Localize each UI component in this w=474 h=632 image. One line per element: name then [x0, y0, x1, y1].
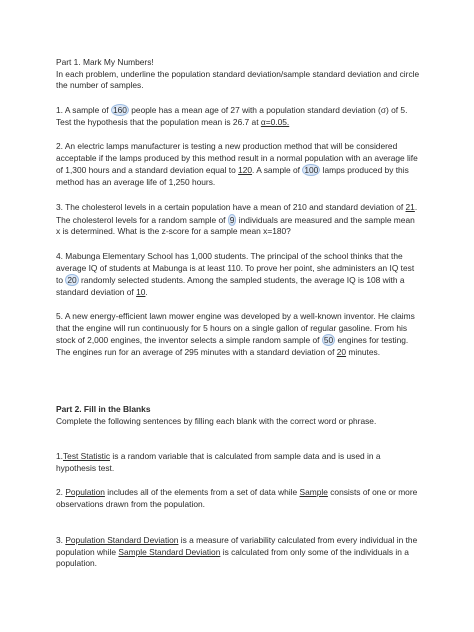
problem-5-text-c: minutes. [346, 346, 381, 357]
sample-size-circle: 50 [323, 335, 334, 346]
alpha-level: α=0.05. [260, 116, 290, 127]
question-3-text-c: is calculated from only some of the individuals in a population. [56, 546, 409, 569]
problem-3-text-b: . The cholesterol levels for a random sample of [56, 202, 418, 225]
question-1-text-b: is a random variable that is calculated from sample data and is used in a hypothesis test. [56, 451, 381, 473]
part1-instructions: In each problem, underline the population standard deviation/sample standard deviation and circle the number of samples. [56, 68, 420, 91]
problem-3-text-a: 3. The cholesterol levels in a certain population have a mean of 210 and standard deviation of [56, 202, 406, 212]
question-3 [56, 535, 420, 570]
question-1-text-a: 1. [56, 451, 63, 461]
std-dev-underline: 10 [136, 286, 146, 297]
part1-header [56, 57, 420, 92]
part2-title: Part 2. Fill in the Blanks [56, 404, 151, 414]
sample-size-circle: 9 [229, 214, 235, 225]
problem-2 [56, 141, 420, 188]
problem-1-text-a: 1. A sample of [56, 105, 111, 115]
problem-5-text-b: engines for testing. The engines run for an average of 295 minutes with a standard deviation of [56, 335, 409, 357]
sample-size-circle: 20 [67, 275, 77, 286]
question-1 [56, 451, 420, 474]
part2-header [56, 404, 420, 427]
problem-3-text-c: individuals are measured and the sample mean x is determined. What is the z-score for a sample mean x=180? [56, 214, 415, 237]
problem-1-text-b: people has a mean age of 27 with a population standard deviation (σ) of 5. Test the hypothesis that the population mean is 26.7 at [56, 105, 408, 127]
question-2-text-c: consists of one or more observations drawn from the population. [56, 487, 418, 509]
problem-2-text-a: 2. An electric lamps manufacturer is testing a new production method that will be considered acceptable if the lamps produced by this method result in a normal population with an average life of 1,300 hours and a standard deviation equal to [56, 141, 418, 176]
problem-5-text-a: 5. A new energy-efficient lawn mower engine was developed by a well-known inventor. He claims that the engine will run continuously for 5 hours on a single gallon of regular gasoline. From his stock of 2,000 engines, the inventor selects a simple random sample of [56, 311, 415, 346]
problem-1 [56, 104, 420, 128]
std-dev-underline: 120 [238, 165, 253, 176]
question-2 [56, 487, 420, 510]
sample-size-circle: 160 [112, 105, 127, 115]
problem-2-text-b: . A sample of [252, 165, 303, 176]
std-dev-underline: 20 [336, 346, 347, 357]
answer-test-statistic: Test Statistic [63, 451, 111, 461]
part1-title: Part 1. Mark My Numbers! [56, 57, 154, 67]
question-3-text-b: is a measure of variability calculated from every individual in the population while [56, 535, 418, 557]
problem-4-text-b: randomly selected students. Among the sampled students, the average IQ is 108 with a standard deviation of [56, 275, 405, 297]
question-3-text-a: 3. [56, 535, 66, 545]
problem-4-text-c: . [145, 286, 148, 297]
problem-4 [56, 251, 420, 298]
sample-size-circle: 100 [304, 165, 319, 176]
problem-2-text-c: lamps produced by this method has an average life of 1,250 hours. [56, 165, 409, 187]
problem-5 [56, 311, 420, 358]
problem-3 [56, 202, 420, 238]
answer-sample: Sample [299, 487, 328, 497]
std-dev-underline: 21 [405, 202, 415, 212]
answer-sample-std-dev: Sample Standard Deviation [118, 546, 221, 557]
part2-instructions: Complete the following sentences by filling each blank with the correct word or phrase. [56, 415, 377, 426]
question-2-text-b: includes all of the elements from a set of data while [104, 487, 300, 497]
answer-population: Population [65, 487, 105, 497]
question-2-text-a: 2. [56, 487, 66, 497]
problem-4-text-a: 4. Mabunga Elementary School has 1,000 students. The principal of the school thinks that the average IQ of students at Mabunga is at least 110. To prove her point, she administers an IQ test to [56, 251, 415, 286]
answer-population-std-dev: Population Standard Deviation [65, 535, 179, 545]
